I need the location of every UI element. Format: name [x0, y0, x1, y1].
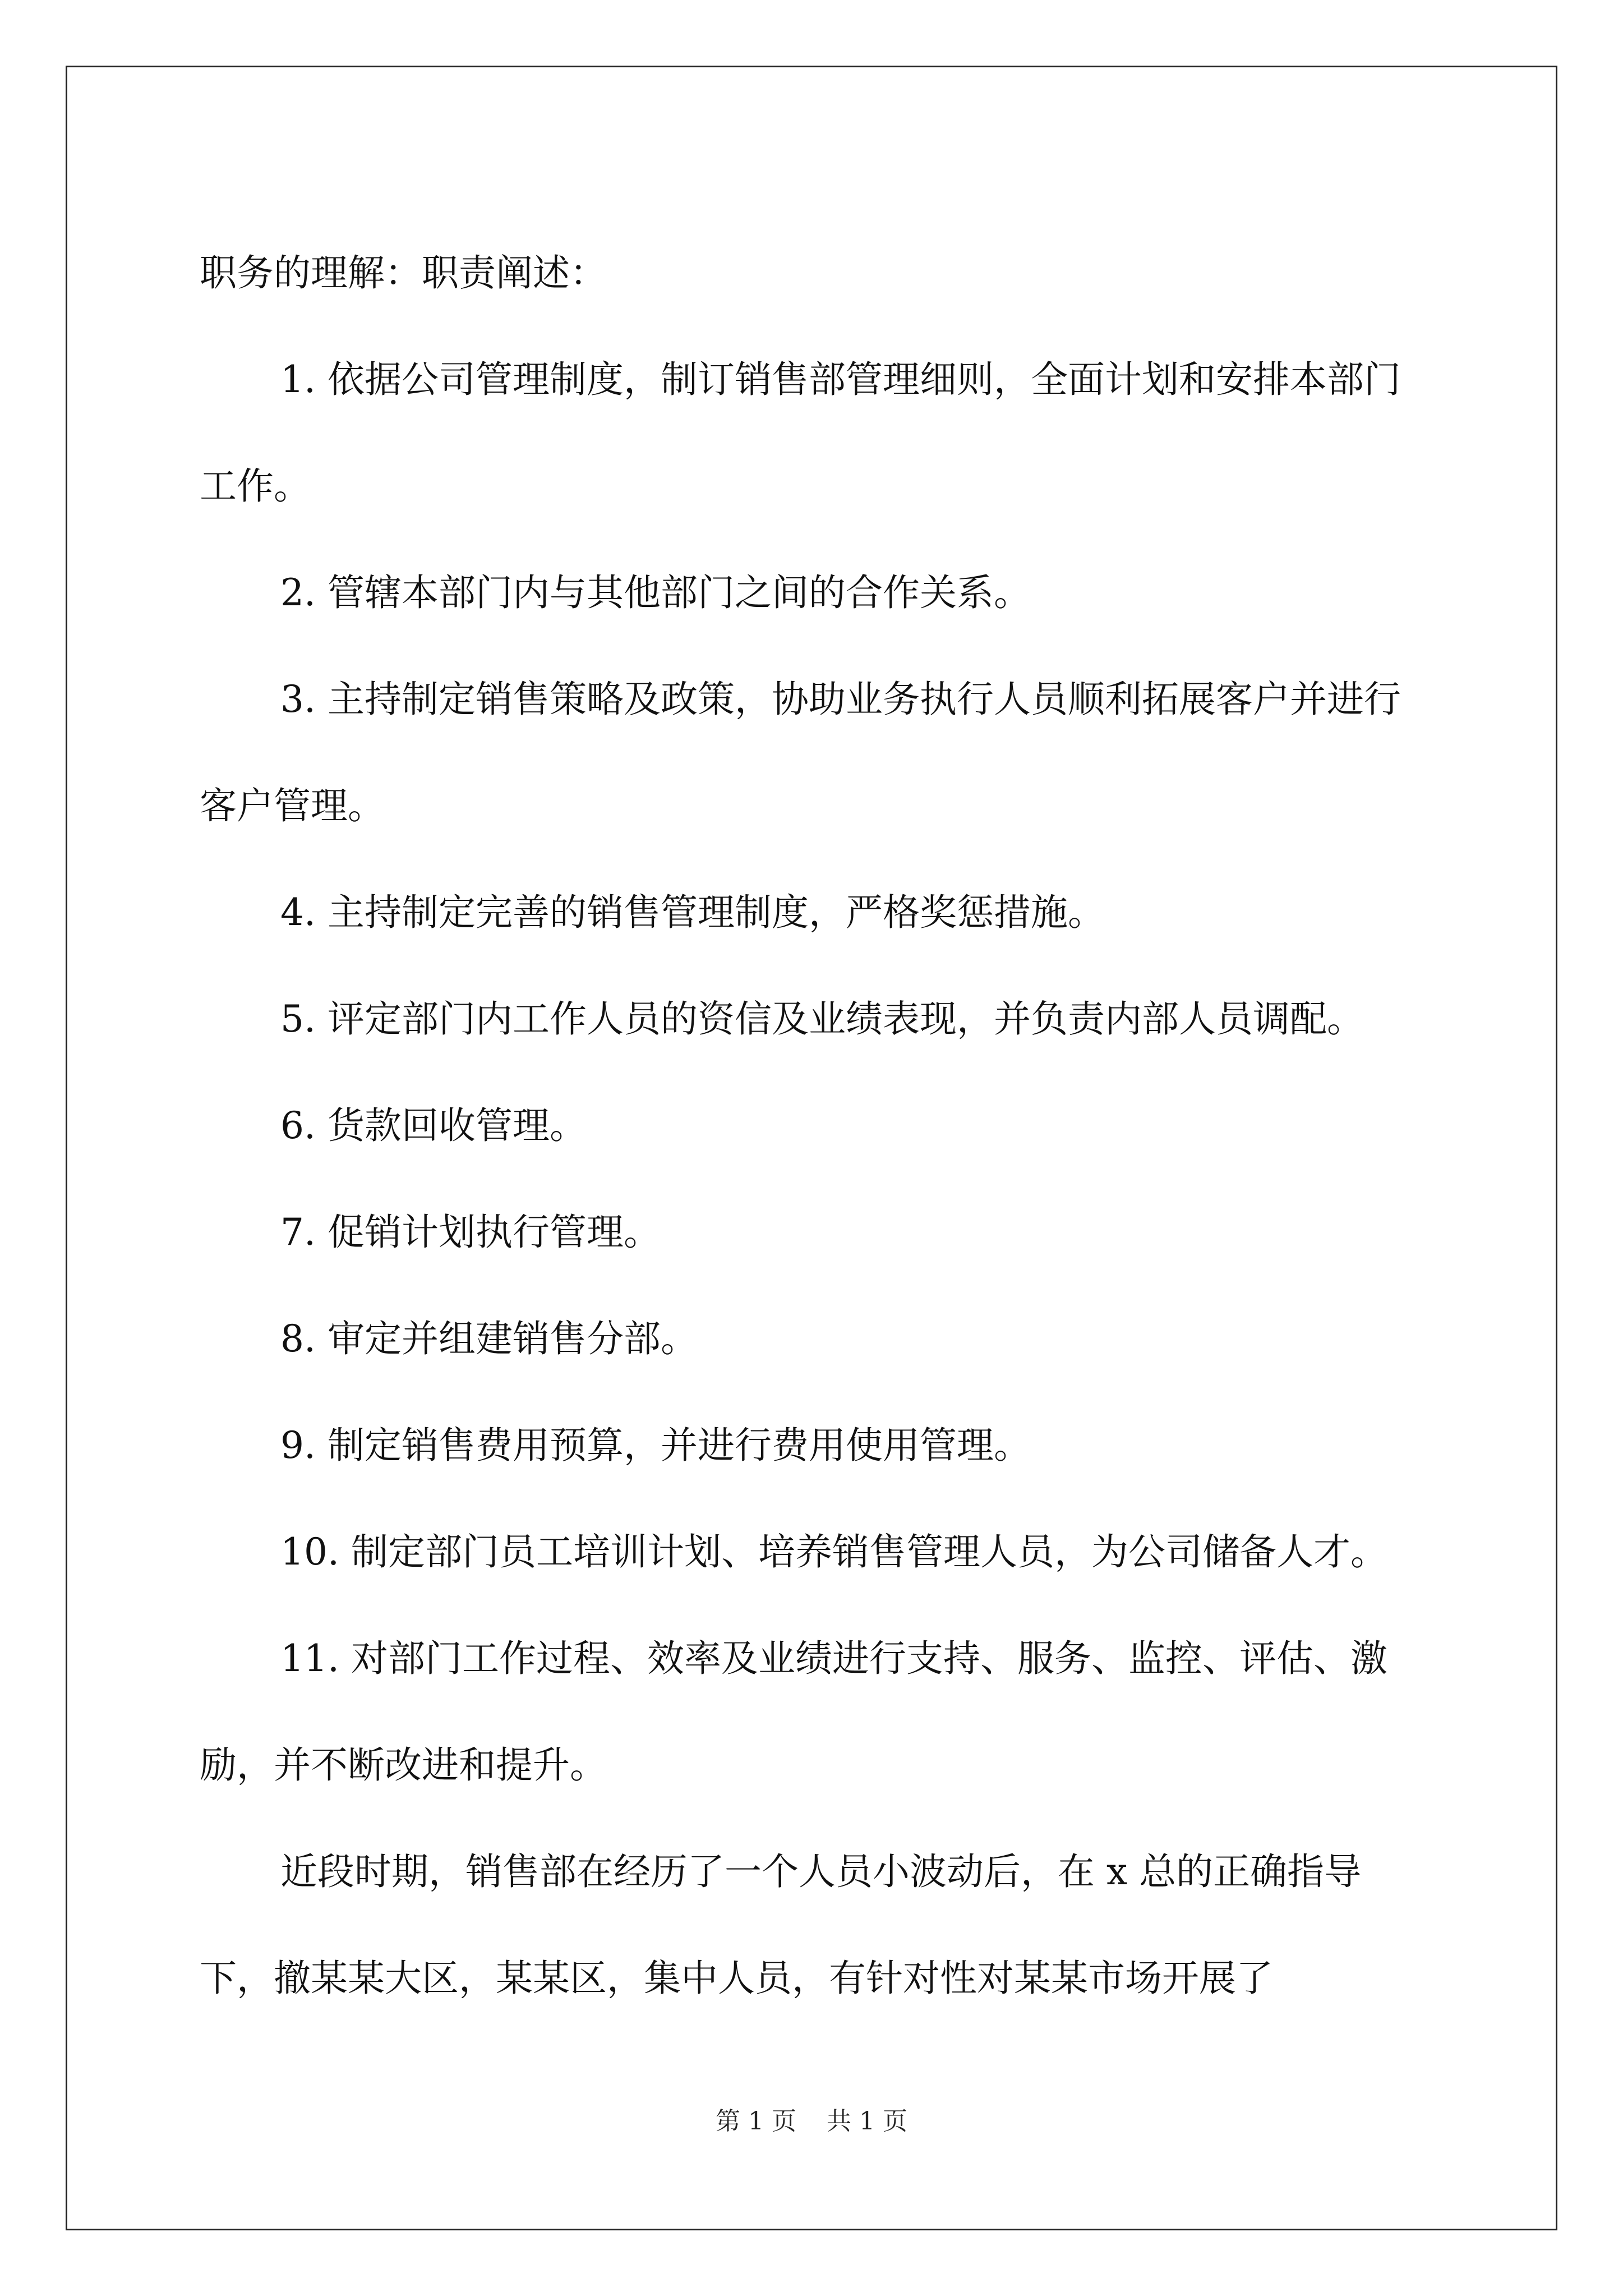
paragraph: 5. 评定部门内工作人员的资信及业绩表现，并负责内部人员调配。 — [280, 997, 1364, 1041]
paragraph: 7. 促销计划执行管理。 — [280, 1211, 661, 1254]
page-footer — [0, 2105, 1623, 2138]
paragraph: 2. 管辖本部门内与其他部门之间的合作关系。 — [280, 571, 1031, 614]
paragraph: 近段时期，销售部在经历了一个人员小波动后，在 x 总的正确指导下，撤某某大区，某某区，集中人员，有针对性对某某市场开展了 — [200, 1850, 1362, 2000]
paragraph: 1. 依据公司管理制度，制订销售部管理细则，全面计划和安排本部门工作。 — [200, 358, 1401, 508]
document-body — [200, 220, 1433, 2032]
paragraph: 3. 主持制定销售策略及政策，协助业务执行人员顺利拓展客户并进行客户管理。 — [200, 678, 1401, 827]
paragraph: 9. 制定销售费用预算，并进行费用使用管理。 — [280, 1424, 1031, 1467]
paragraph: 6. 货款回收管理。 — [280, 1104, 587, 1147]
paragraph: 10. 制定部门员工培训计划、培养销售管理人员，为公司储备人才。 — [280, 1530, 1387, 1573]
page-number: 第 1 页 — [716, 2107, 796, 2136]
paragraph: 4. 主持制定完善的销售管理制度，严格奖惩措施。 — [280, 891, 1105, 934]
paragraph: 11. 对部门工作过程、效率及业绩进行支持、服务、监控、评估、激励，并不断改进和提升。 — [200, 1637, 1387, 1787]
page-total: 共 1 页 — [827, 2107, 907, 2136]
paragraph: 职务的理解：职责阐述： — [200, 251, 607, 295]
paragraph: 8. 审定并组建销售分部。 — [280, 1317, 698, 1360]
